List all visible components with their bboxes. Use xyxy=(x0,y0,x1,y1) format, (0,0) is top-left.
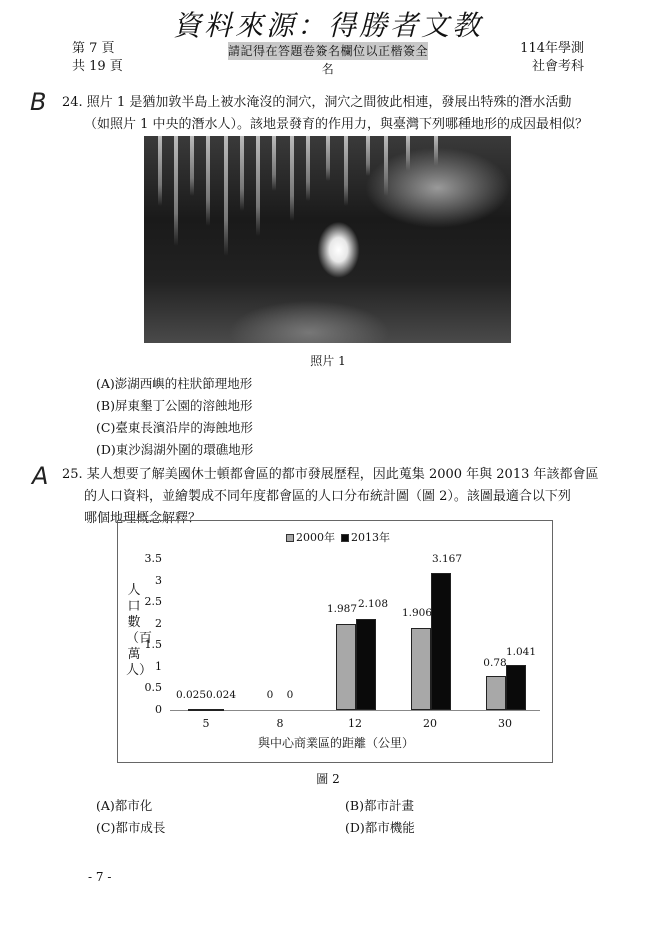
value-label: 1.041 xyxy=(505,646,537,658)
bar-2000-12km xyxy=(336,624,356,710)
value-label: 1.906 xyxy=(401,607,433,619)
x-axis-line xyxy=(170,710,540,711)
photo-caption: 照片 1 xyxy=(310,354,346,368)
q24-option-d: (D)東沙潟湖外圍的環礁地形 xyxy=(96,442,254,457)
q25-option-d: (D)都市機能 xyxy=(345,820,415,835)
q24-line1: 24. 照片 1 是猶加敦半島上被水淹沒的洞穴，洞穴之間彼此相連，發展出特殊的潛水活動 xyxy=(62,95,572,110)
signature-notice: 請記得在答題卷簽名欄位以正楷簽全名 xyxy=(228,44,429,76)
y-tick: 3 xyxy=(155,574,162,587)
watermark: 資料來源：得勝者文教 xyxy=(172,9,483,42)
value-label: 0.024 xyxy=(205,689,237,701)
x-tick: 20 xyxy=(423,717,437,730)
q25-line2: 的人口資料，並繪製成不同年度都會區的人口分布統計圖（圖 2）。該圖最適合以下列 xyxy=(84,489,571,504)
legend-item-2013: 2013年 xyxy=(341,529,390,545)
value-label: 2.108 xyxy=(357,598,389,610)
bar-2013-30km xyxy=(506,665,526,710)
header-right xyxy=(520,40,584,76)
q24-option-c: (C)臺東長濱沿岸的海蝕地形 xyxy=(96,420,253,435)
value-label: 0 xyxy=(286,689,294,701)
q24-option-a: (A)澎湖西嶼的柱狀節理地形 xyxy=(96,376,253,391)
q24-line2: （如照片 1 中央的潛水人）。該地景發育的作用力，與臺灣下列哪種地形的成因最相似？ xyxy=(84,117,589,132)
bar-2013-5km xyxy=(206,709,224,711)
y-axis-label: 人口數（百萬人） xyxy=(126,583,153,678)
footer-page-number: - 7 - xyxy=(88,870,112,884)
bar-2000-5km xyxy=(188,709,206,711)
y-tick: 2.5 xyxy=(144,595,162,608)
q25-option-a: (A)都市化 xyxy=(96,798,153,813)
x-tick: 8 xyxy=(276,717,284,730)
x-tick: 5 xyxy=(202,717,210,730)
y-tick: 1.5 xyxy=(144,638,162,651)
y-tick: 1 xyxy=(155,660,162,673)
q24-option-b: (B)屏東墾丁公園的溶蝕地形 xyxy=(96,398,253,413)
y-tick: 0 xyxy=(155,703,162,716)
q25-option-c: (C)都市成長 xyxy=(96,820,166,835)
answer-mark-q25: A xyxy=(32,462,49,490)
figure-caption: 圖 2 xyxy=(316,772,340,786)
value-label: 0.78 xyxy=(483,657,507,669)
exam-name: 114年學測 xyxy=(520,41,584,56)
y-tick: 3.5 xyxy=(144,552,162,565)
legend-item-2000: 2000年 xyxy=(286,529,335,545)
q25-line1: 25. 某人想要了解美國休士頓都會區的都市發展歷程，因此蒐集 2000 年與 2013 年該都會區 xyxy=(62,467,599,482)
bar-2000-30km xyxy=(486,676,506,710)
chart-legend xyxy=(286,529,390,545)
y-tick: 2 xyxy=(155,617,162,630)
cave-photo xyxy=(144,136,511,343)
value-label: 3.167 xyxy=(431,553,463,565)
bar-2013-12km xyxy=(356,619,376,710)
bar-2013-20km xyxy=(431,573,451,710)
answer-mark-q24: B xyxy=(30,88,47,116)
x-axis-label: 與中心商業區的距離（公里） xyxy=(257,736,414,750)
q25-line3: 哪個地理概念解釋？ xyxy=(84,511,202,526)
page-number-header: 第 7 頁 xyxy=(72,41,115,56)
population-bar-chart xyxy=(117,520,553,763)
y-tick: 0.5 xyxy=(144,681,162,694)
value-label: 0 xyxy=(266,689,274,701)
value-label: 1.987 xyxy=(326,603,358,615)
q25-option-b: (B)都市計畫 xyxy=(345,798,414,813)
x-tick: 12 xyxy=(348,717,362,730)
x-tick: 30 xyxy=(498,717,512,730)
header-left xyxy=(72,40,123,76)
subject-name: 社會考科 xyxy=(531,59,584,74)
bar-2000-20km xyxy=(411,628,431,710)
page-total: 共 19 頁 xyxy=(72,59,123,74)
value-label: 0.025 xyxy=(175,689,207,701)
